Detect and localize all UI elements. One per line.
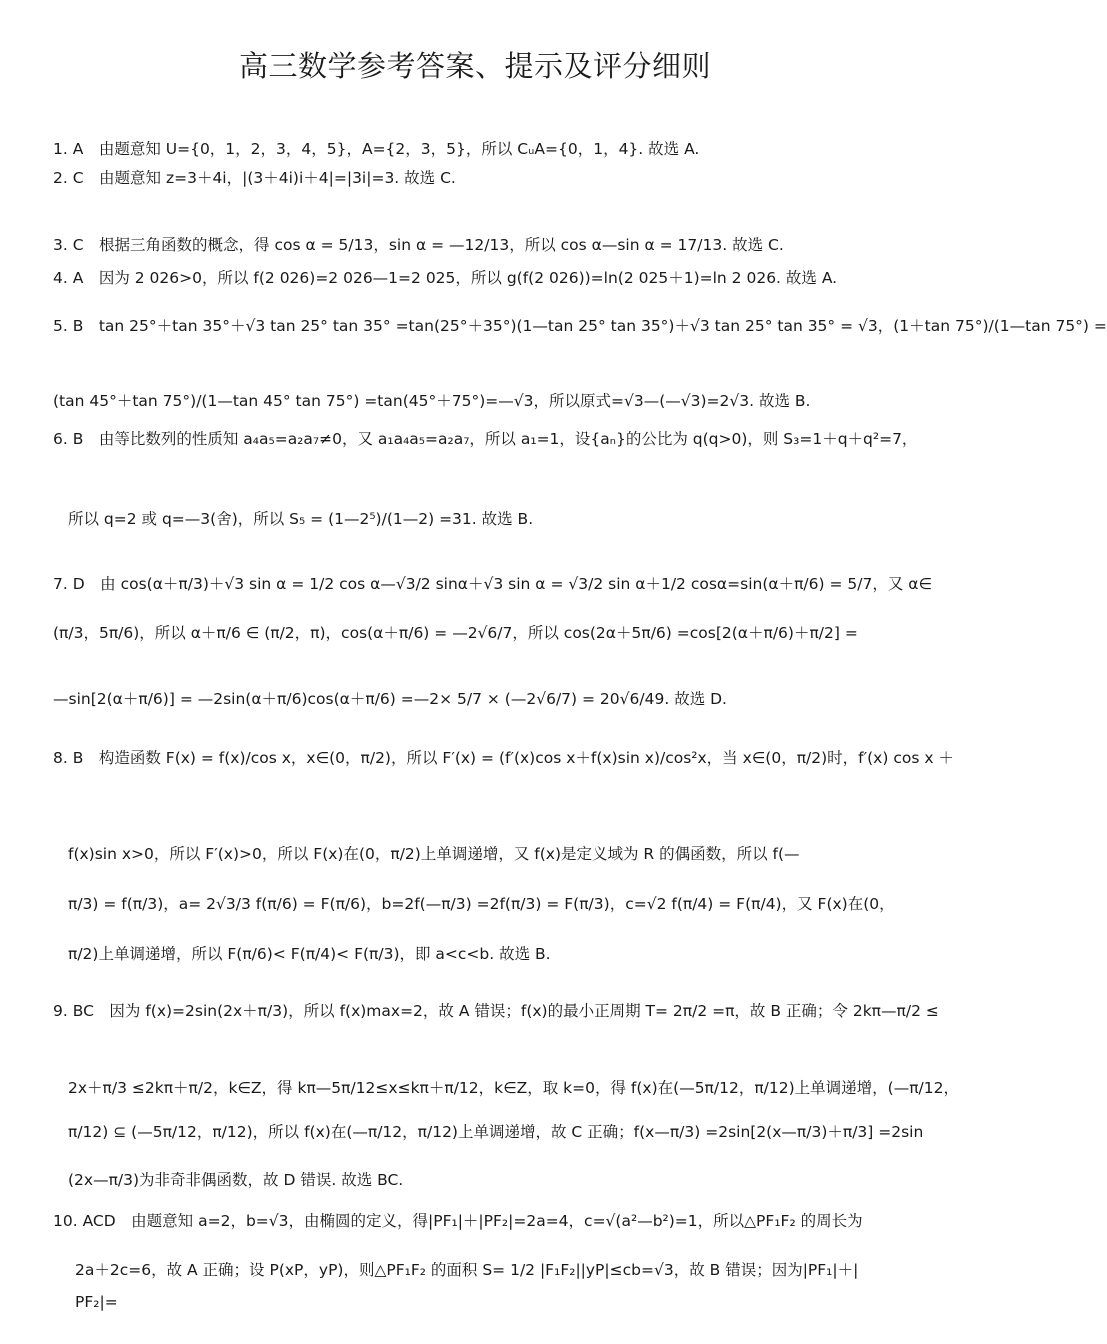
answer-line-5b: (tan 45°＋tan 75°)/(1—tan 45° tan 75°) =tan(45°＋75°)=—√3，所以原式=√3—(—√3)=2√3. 故选 B.	[53, 392, 811, 410]
answer-line-8a: 8. B 构造函数 F(x) = f(x)/cos x，x∈(0，π/2)，所以 F′(x) = (f′(x)cos x＋f(x)sin x)/cos²x，当 x∈(0，π/2)时，f′(x) cos x ＋	[53, 749, 954, 767]
answer-line-7b: (π/3，5π/6)，所以 α＋π/6 ∈ (π/2，π)，cos(α＋π/6) = —2√6/7，所以 cos(2α＋5π/6) =cos[2(α＋π/6)＋π/2] =	[53, 624, 858, 642]
answer-line-5a: 5. B tan 25°＋tan 35°＋√3 tan 25° tan 35° =tan(25°＋35°)(1—tan 25° tan 35°)＋√3 tan 25° tan 35° = √3，(1＋tan 75°)/(1—tan 75°) =	[53, 317, 1107, 335]
answer-line-8c: π/3) = f(π/3)，a= 2√3/3 f(π/6) = F(π/6)，b=2f(—π/3) =2f(π/3) = F(π/3)，c=√2 f(π/4) = F(π/4)，又 F(x)在(0，	[68, 895, 895, 913]
answer-line-8d: π/2)上单调递增，所以 F(π/6)< F(π/4)< F(π/3)，即 a<c<b. 故选 B.	[68, 945, 551, 963]
answer-line-9b: 2x＋π/3 ≤2kπ＋π/2，k∈Z，得 kπ—5π/12≤x≤kπ＋π/12，k∈Z，取 k=0，得 f(x)在(—5π/12，π/12)上单调递增，(—π/12，	[68, 1079, 959, 1097]
answer-line-9c: π/12) ⊆ (—5π/12，π/12)，所以 f(x)在(—π/12，π/12)上单调递增，故 C 正确；f(x—π/3) =2sin[2(x—π/3)＋π/3] =2sin	[68, 1123, 924, 1141]
answer-line-6b: 所以 q=2 或 q=—3(舍)，所以 S₅ = (1—2⁵)/(1—2) =31. 故选 B.	[68, 510, 534, 528]
answer-line-9d: (2x—π/3)为非奇非偶函数，故 D 错误. 故选 BC.	[68, 1171, 404, 1189]
answer-line-10c: PF₂|=	[75, 1293, 118, 1311]
answer-line-7a: 7. D 由 cos(α＋π/3)＋√3 sin α = 1/2 cos α—√3/2 sinα＋√3 sin α = √3/2 sin α＋1/2 cosα=sin(α＋π/6) = 5/7，又 α∈	[53, 575, 932, 593]
page-title: 高三数学参考答案、提示及评分细则	[238, 49, 711, 83]
answer-line-4: 4. A 因为 2 026>0，所以 f(2 026)=2 026—1=2 025，所以 g(f(2 026))=ln(2 025＋1)=ln 2 026. 故选 A.	[53, 269, 838, 287]
answer-line-6a: 6. B 由等比数列的性质知 a₄a₅=a₂a₇≠0，又 a₁a₄a₅=a₂a₇，所以 a₁=1，设{aₙ}的公比为 q(q>0)，则 S₃=1＋q＋q²=7，	[53, 430, 918, 448]
answer-line-1: 1. A 由题意知 U={0，1，2，3，4，5}，A={2，3，5}，所以 CᵤA={0，1，4}. 故选 A.	[53, 140, 700, 158]
answer-line-10a: 10. ACD 由题意知 a=2，b=√3，由椭圆的定义，得|PF₁|＋|PF₂|=2a=4，c=√(a²—b²)=1，所以△PF₁F₂ 的周长为	[53, 1212, 863, 1230]
answer-line-10b: 2a＋2c=6，故 A 正确；设 P(xP，yP)，则△PF₁F₂ 的面积 S= 1/2 |F₁F₂||yP|≤cb=√3，故 B 错误；因为|PF₁|＋|	[75, 1261, 859, 1279]
answer-line-3: 3. C 根据三角函数的概念，得 cos α = 5/13，sin α = —12/13，所以 cos α—sin α = 17/13. 故选 C.	[53, 236, 784, 254]
answer-line-8b: f(x)sin x>0，所以 F′(x)>0，所以 F(x)在(0，π/2)上单调递增，又 f(x)是定义域为 R 的偶函数，所以 f(—	[68, 845, 800, 863]
answer-line-7c: —sin[2(α＋π/6)] = —2sin(α＋π/6)cos(α＋π/6) =—2× 5/7 × (—2√6/7) = 20√6/49. 故选 D.	[53, 690, 727, 708]
answer-line-2: 2. C 由题意知 z=3＋4i，|(3＋4i)i＋4|=|3i|=3. 故选 C.	[53, 169, 456, 187]
answer-line-9a: 9. BC 因为 f(x)=2sin(2x＋π/3)，所以 f(x)max=2，故 A 错误；f(x)的最小正周期 T= 2π/2 =π，故 B 正确；令 2kπ—π/2 ≤	[53, 1002, 939, 1020]
